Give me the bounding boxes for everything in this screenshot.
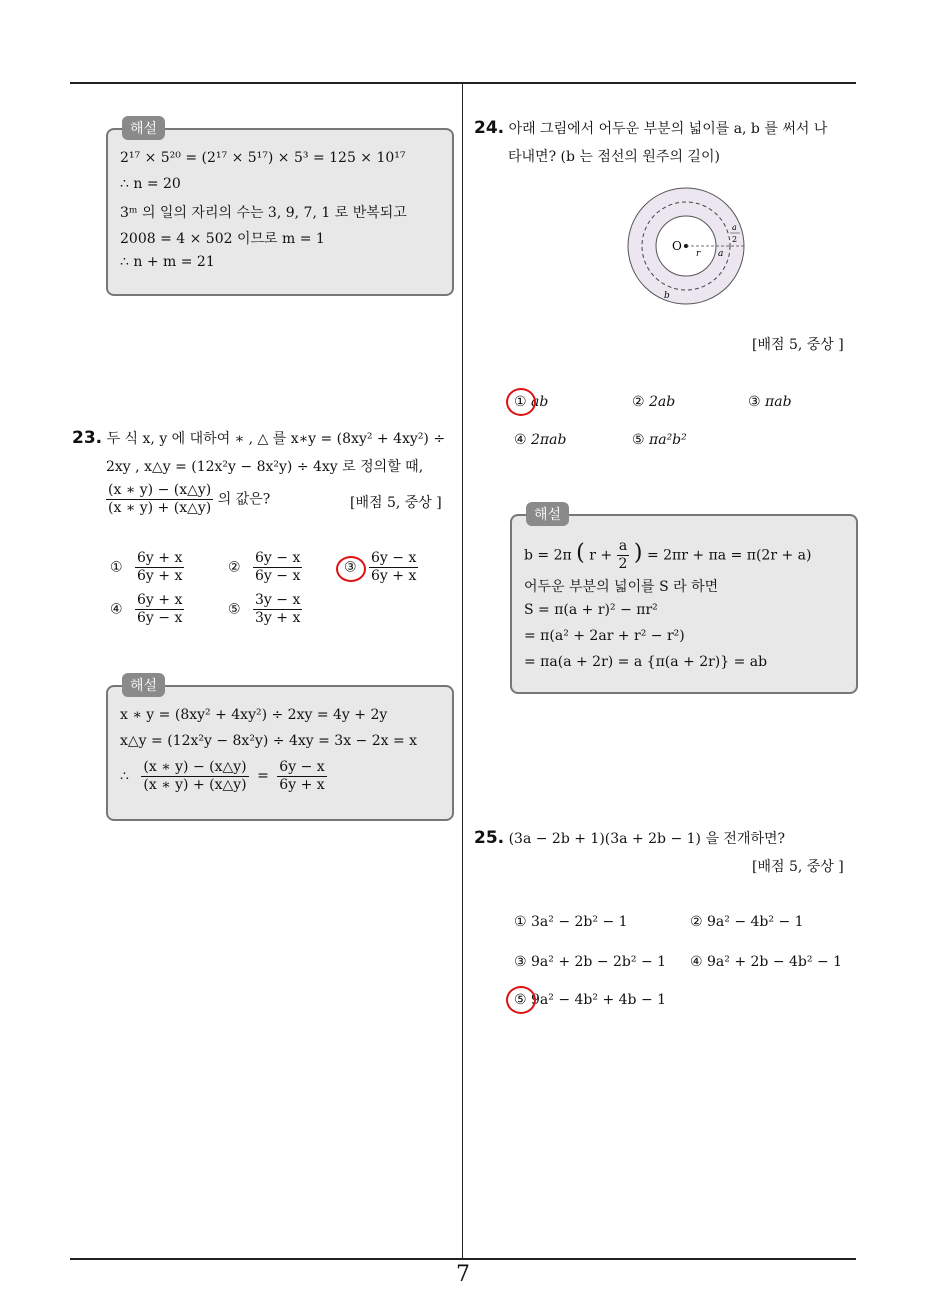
fraction-denominator: 6y + x — [137, 567, 183, 584]
choice-text: πab — [765, 394, 792, 410]
choice-text: 9a² − 4b² − 1 — [707, 914, 804, 930]
top-rule — [70, 82, 856, 84]
choice-mark: ③ — [344, 559, 357, 576]
choice-5[interactable] — [632, 432, 687, 448]
r-label: r — [696, 249, 701, 259]
fraction-numerator: 6y − x — [371, 550, 417, 566]
solution-line: x ∗ y = (8xy² + 4xy²) ÷ 2xy = 4y + 2y — [120, 707, 388, 723]
choice-2[interactable] — [690, 914, 804, 930]
fraction-numerator: (x ∗ y) − (x△y) — [143, 759, 247, 775]
choice-1[interactable] — [514, 914, 628, 930]
choice-fraction — [135, 550, 184, 585]
fraction-numerator: 6y − x — [255, 550, 301, 566]
bottom-rule — [70, 1258, 856, 1260]
annulus-figure — [620, 186, 752, 308]
question-text-line2: 2xy , x△y = (12x²y − 8x²y) ÷ 4xy 로 정의할 때, — [106, 459, 424, 475]
page-number: 7 — [456, 1262, 470, 1287]
fraction-denominator: 2 — [618, 555, 628, 572]
solution-text: = 2πr + πa = π(2r + a) — [646, 547, 812, 564]
solution-line: 2008 = 4 × 502 이므로 m = 1 — [120, 231, 325, 247]
question-tail: 의 값은? — [217, 491, 271, 508]
answer-circle-mark — [506, 388, 536, 416]
fraction-denominator: 6y + x — [279, 776, 325, 793]
paren-open: ( — [576, 540, 585, 566]
choice-text: 9a² − 4b² + 4b − 1 — [531, 992, 667, 1008]
solution-line: ∴ n = 20 — [120, 176, 181, 192]
question-number: 23. — [72, 428, 103, 448]
solution-tag: 해설 — [526, 502, 569, 526]
result-fraction — [277, 759, 326, 794]
choice-3[interactable] — [514, 954, 666, 970]
solution-box-22 — [106, 121, 454, 296]
choice-mark: ⑤ — [228, 601, 241, 618]
equals-sign: = — [257, 768, 269, 785]
solution-line: 3ᵐ 의 일의 자리의 수는 3, 9, 7, 1 로 반복되고 — [120, 205, 407, 221]
choice-3[interactable] — [748, 394, 792, 410]
choice-2[interactable] — [632, 394, 675, 410]
choice-text: 2ab — [649, 394, 676, 410]
choice-4[interactable] — [110, 592, 184, 627]
a-label: a — [718, 249, 724, 259]
solution-box-24 — [510, 507, 858, 694]
solution-line: 어두운 부분의 넓이를 S 라 하면 — [524, 579, 719, 595]
half-a-num: a — [732, 223, 737, 232]
solution-line: 2¹⁷ × 5²⁰ = (2¹⁷ × 5¹⁷) × 5³ = 125 × 10¹⁷ — [120, 150, 406, 166]
question-text: 두 식 x, y 에 대하여 ∗ , △ 를 x∗y = (8xy² + 4xy²) ÷ — [106, 431, 446, 447]
question-24 — [474, 118, 827, 138]
paren-close: ) — [633, 540, 643, 566]
choice-mark: ⑤ — [514, 992, 527, 1008]
choice-fraction — [253, 592, 302, 627]
answer-circle-mark — [336, 556, 366, 582]
choice-text: πa²b² — [649, 432, 687, 448]
center-label: O — [672, 239, 682, 253]
choice-4[interactable] — [690, 954, 842, 970]
fraction-numerator: 6y − x — [279, 759, 325, 775]
fraction-numerator: a — [617, 538, 630, 556]
fraction-denominator: 6y − x — [255, 567, 301, 584]
solution-fraction — [617, 538, 630, 573]
solution-line: = π(a² + 2ar + r² − r²) — [524, 628, 685, 644]
solution-text: r + — [589, 547, 613, 564]
solution-tag: 해설 — [122, 673, 165, 697]
choice-mark: ④ — [690, 954, 703, 970]
points-label: [배점 5, 중상 ] — [350, 495, 442, 511]
question-fraction-line — [106, 482, 270, 517]
choice-text: 9a² + 2b − 2b² − 1 — [531, 954, 667, 970]
question-23 — [72, 428, 445, 448]
solution-box-23 — [106, 678, 454, 821]
solution-line: = πa(a + 2r) = a {π(a + 2r)} = ab — [524, 654, 768, 670]
choice-mark: ② — [632, 394, 645, 410]
half-a-den: 2 — [732, 235, 738, 244]
choice-text: 3a² − 2b² − 1 — [531, 914, 628, 930]
question-text-line2: 타내면? (b 는 점선의 원주의 길이) — [508, 149, 720, 165]
choice-mark: ① — [514, 914, 527, 930]
answer-circle-mark — [506, 986, 536, 1014]
choice-5[interactable] — [514, 992, 666, 1008]
question-text: 아래 그림에서 어두운 부분의 넓이를 a, b 를 써서 나 — [508, 121, 828, 137]
points-label: [배점 5, 중상 ] — [752, 859, 844, 875]
solution-line: x△y = (12x²y − 8x²y) ÷ 4xy = 3x − 2x = x — [120, 733, 418, 749]
choice-text: 2πab — [531, 432, 567, 448]
solution-fraction — [141, 759, 248, 794]
question-25 — [474, 828, 785, 848]
fraction-numerator: (x ∗ y) − (x△y) — [108, 482, 212, 498]
question-number: 25. — [474, 828, 505, 848]
fraction-numerator: 6y + x — [137, 592, 183, 608]
choice-text: 9a² + 2b − 4b² − 1 — [707, 954, 843, 970]
solution-line — [524, 538, 811, 573]
question-text: (3a − 2b + 1)(3a + 2b − 1) 을 전개하면? — [508, 831, 786, 847]
points-label: [배점 5, 중상 ] — [752, 337, 844, 353]
fraction-denominator: (x ∗ y) + (x△y) — [108, 499, 212, 516]
solution-tag: 해설 — [122, 116, 165, 140]
b-label: b — [664, 291, 670, 301]
question-number: 24. — [474, 118, 505, 138]
choice-mark: ⑤ — [632, 432, 645, 448]
choice-fraction — [135, 592, 184, 627]
solution-conclusion — [120, 759, 327, 794]
choice-mark: ④ — [514, 432, 527, 448]
choice-mark: ② — [228, 559, 241, 576]
fraction-denominator: 3y + x — [255, 609, 301, 626]
solution-line: ∴ n + m = 21 — [120, 254, 215, 270]
expression-fraction — [106, 482, 213, 517]
fraction-denominator: 6y + x — [371, 567, 417, 584]
fraction-denominator: (x ∗ y) + (x△y) — [143, 776, 247, 793]
fraction-denominator: 6y − x — [137, 609, 183, 626]
column-divider — [462, 84, 463, 1259]
choice-1[interactable] — [110, 550, 184, 585]
choice-fraction — [253, 550, 302, 585]
therefore-symbol: ∴ — [120, 768, 129, 785]
choice-2[interactable] — [228, 550, 302, 585]
fraction-numerator: 3y − x — [255, 592, 301, 608]
choice-text: ab — [531, 394, 549, 410]
fraction-numerator: 6y + x — [137, 550, 183, 566]
choice-mark: ③ — [514, 954, 527, 970]
choice-fraction — [369, 550, 418, 585]
choice-mark: ③ — [748, 394, 761, 410]
choice-mark: ① — [514, 394, 527, 410]
solution-line: S = π(a + r)² − πr² — [524, 602, 658, 618]
choice-mark: ① — [110, 559, 123, 576]
choice-mark: ④ — [110, 601, 123, 618]
choice-mark: ② — [690, 914, 703, 930]
choice-4[interactable] — [514, 432, 566, 448]
choice-5[interactable] — [228, 592, 302, 627]
solution-text: b = 2π — [524, 547, 572, 564]
